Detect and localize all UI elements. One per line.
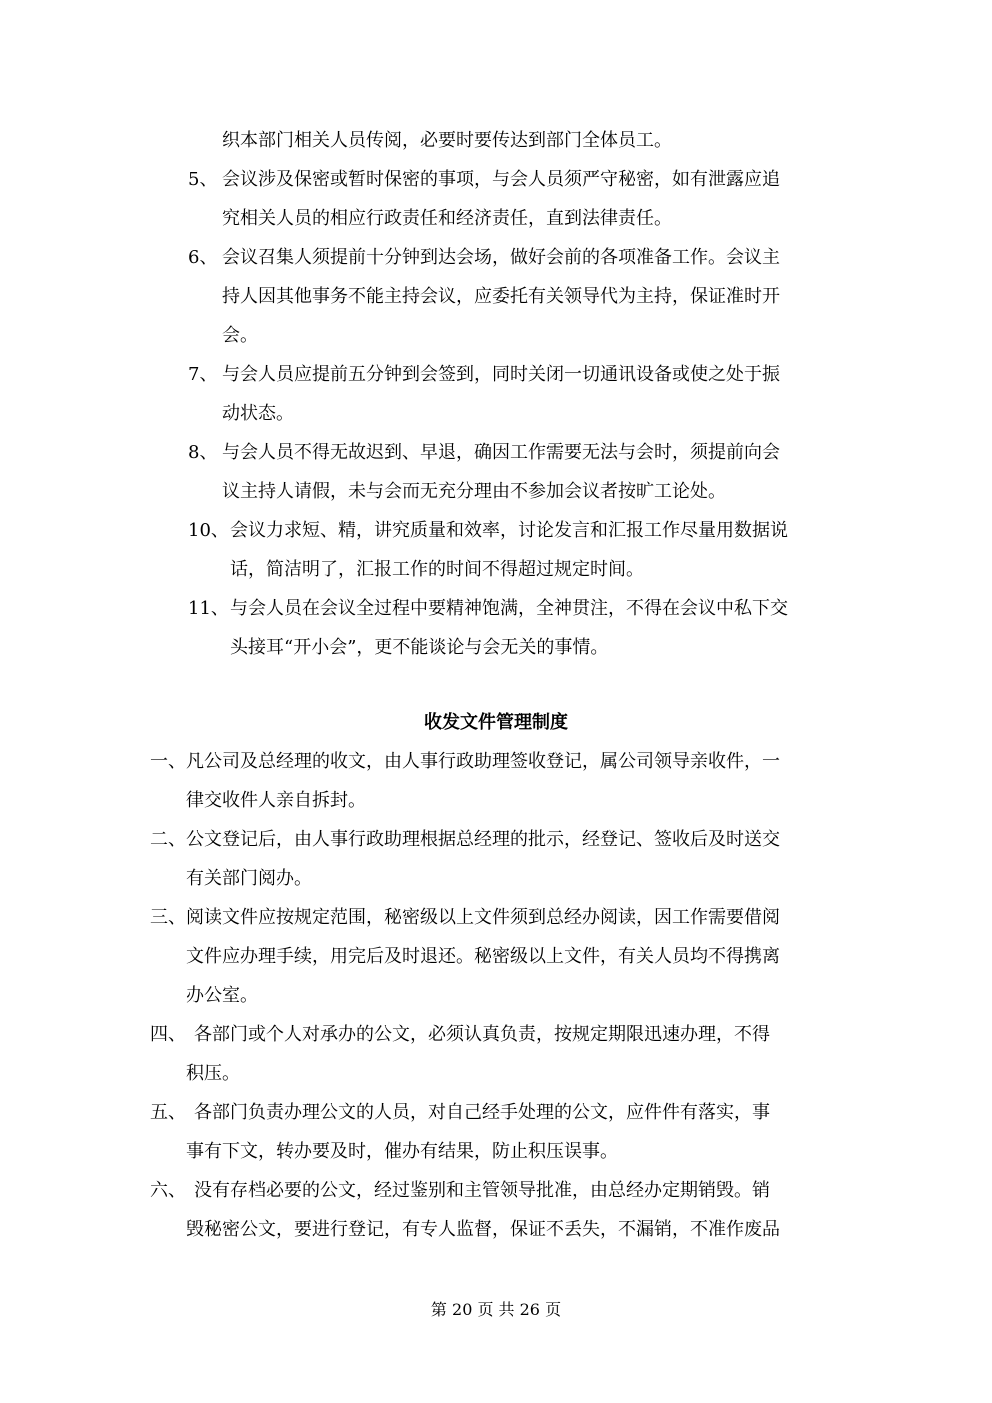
- rule-number: 四、: [150, 1024, 186, 1045]
- section-title: 收发文件管理制度: [424, 712, 568, 733]
- rule-text: 文件应办理手续，用完后及时退还。秘密级以上文件，有关人员均不得携离: [186, 946, 780, 967]
- rule-number: 六、: [150, 1180, 186, 1201]
- rule-text: 会议召集人须提前十分钟到达会场，做好会前的各项准备工作。会议主: [222, 247, 780, 268]
- rule-text: 凡公司及总经理的收文，由人事行政助理签收登记，属公司领导亲收件，一: [186, 751, 780, 772]
- rule-text: 有关部门阅办。: [186, 868, 312, 889]
- rule-number: 6、: [188, 247, 218, 268]
- rule-text: 话，简洁明了，汇报工作的时间不得超过规定时间。: [230, 559, 644, 580]
- continuation-line: 织本部门相关人员传阅，必要时要传达到部门全体员工。: [222, 130, 672, 151]
- rule-number: 三、: [150, 907, 186, 928]
- rule-text: 动状态。: [222, 403, 294, 424]
- rule-number: 二、: [150, 829, 186, 850]
- rule-number: 7、: [188, 364, 218, 385]
- rule-text: 事有下文，转办要及时，催办有结果，防止积压误事。: [186, 1141, 618, 1162]
- rule-text: 与会人员不得无故迟到、早退，确因工作需要无法与会时，须提前向会: [222, 442, 780, 463]
- rule-number: 一、: [150, 751, 186, 772]
- rule-text: 各部门负责办理公文的人员，对自己经手处理的公文，应件件有落实，事: [194, 1102, 770, 1123]
- page-footer: 第 20 页 共 26 页: [430, 1300, 562, 1319]
- rule-text: 与会人员应提前五分钟到会签到，同时关闭一切通讯设备或使之处于振: [222, 364, 780, 385]
- rule-text: 会议涉及保密或暂时保密的事项，与会人员须严守秘密，如有泄露应追: [222, 169, 780, 190]
- rule-text: 各部门或个人对承办的公文，必须认真负责，按规定期限迅速办理，不得: [194, 1024, 770, 1045]
- rule-text: 毁秘密公文，要进行登记，有专人监督，保证不丢失，不漏销，不准作废品: [186, 1219, 780, 1240]
- rule-text: 积压。: [186, 1063, 240, 1084]
- rule-text: 头接耳“开小会”，更不能谈论与会无关的事情。: [230, 637, 609, 658]
- rule-text: 办公室。: [186, 985, 258, 1006]
- rule-text: 公文登记后，由人事行政助理根据总经理的批示，经登记、签收后及时送交: [186, 829, 780, 850]
- rule-text: 议主持人请假，未与会而无充分理由不参加会议者按旷工论处。: [222, 481, 726, 502]
- rule-number: 五、: [150, 1102, 186, 1123]
- rule-number: 5、: [188, 169, 218, 190]
- rule-text: 持人因其他事务不能主持会议，应委托有关领导代为主持，保证准时开: [222, 286, 780, 307]
- rule-text: 会。: [222, 325, 258, 346]
- rule-text: 阅读文件应按规定范围，秘密级以上文件须到总经办阅读，因工作需要借阅: [186, 907, 780, 928]
- rule-text: 会议力求短、精，讲究质量和效率，讨论发言和汇报工作尽量用数据说: [230, 520, 788, 541]
- rule-text: 没有存档必要的公文，经过鉴别和主管领导批准，由总经办定期销毁。销: [194, 1180, 770, 1201]
- rule-number: 8、: [188, 442, 218, 463]
- rule-text: 究相关人员的相应行政责任和经济责任，直到法律责任。: [222, 208, 672, 229]
- rule-number: 11、: [188, 598, 229, 619]
- rule-text: 与会人员在会议全过程中要精神饱满，全神贯注，不得在会议中私下交: [230, 598, 788, 619]
- rule-text: 律交收件人亲自拆封。: [186, 790, 366, 811]
- rule-number: 10、: [188, 520, 229, 541]
